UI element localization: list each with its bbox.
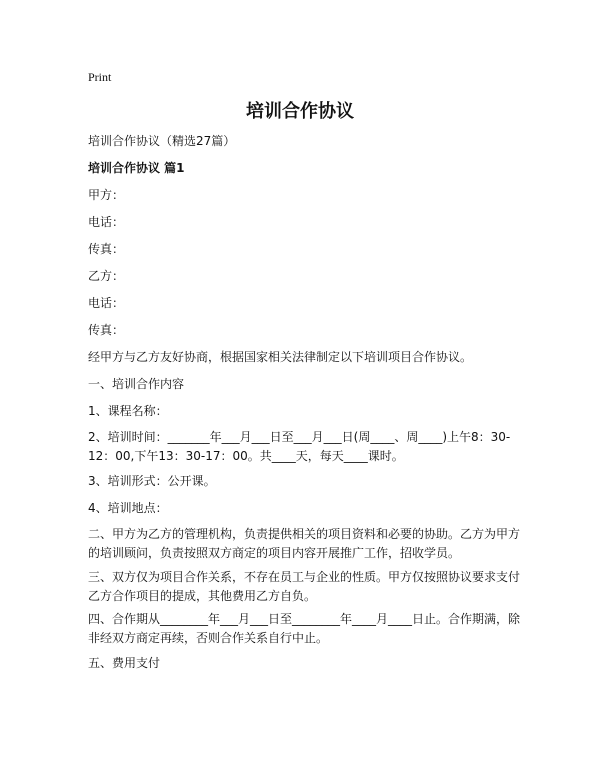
party-b-fax: 传真： [88,323,125,337]
intro-paragraph: 经甲方与乙方友好协商，根据国家相关法律制定以下培训项目合作协议。 [88,350,473,364]
clause-4-paragraph: 四、合作期从________年___月___日至________年____月____日止。合作期满，除非经双方商定再续，否则合作关系自行中止。 [88,612,521,645]
clause-1-item-training-format: 3、培训形式：公开课。 [88,474,216,488]
clause-1-item-course-name: 1、课程名称： [88,404,168,418]
clause-1-heading: 一、培训合作内容 [88,377,185,391]
clause-1-item-training-location: 4、培训地点： [88,501,168,515]
print-label: Print [88,70,112,84]
section-heading: 培训合作协议 篇1 [88,161,185,175]
clause-3-paragraph: 三、双方仅为项目合作关系，不存在员工与企业的性质。甲方仅按照协议要求支付乙方合作项目的提成，其他费用乙方自负。 [88,570,521,603]
party-b-phone: 电话： [88,296,125,310]
party-b-label: 乙方： [88,269,125,283]
clause-5-heading: 五、费用支付 [88,656,161,670]
party-a-fax: 传真： [88,242,125,256]
party-a-phone: 电话： [88,215,125,229]
clause-1-item-training-time: 2、培训时间：_______年___月___日至___月___日(周____、周____)上午8：30-12：00,下午13：30-17：00。共____天，每天____课时。 [88,430,511,463]
clause-2-paragraph: 二、甲方为乙方的管理机构，负责提供相关的项目资料和必要的协助。乙方为甲方的培训顾问，负责按照双方商定的项目内容开展推广工作，招收学员。 [88,527,521,560]
document-title: 培训合作协议 [246,101,354,122]
document-subtitle: 培训合作协议（精选27篇） [88,134,236,148]
party-a-label: 甲方： [88,188,125,202]
